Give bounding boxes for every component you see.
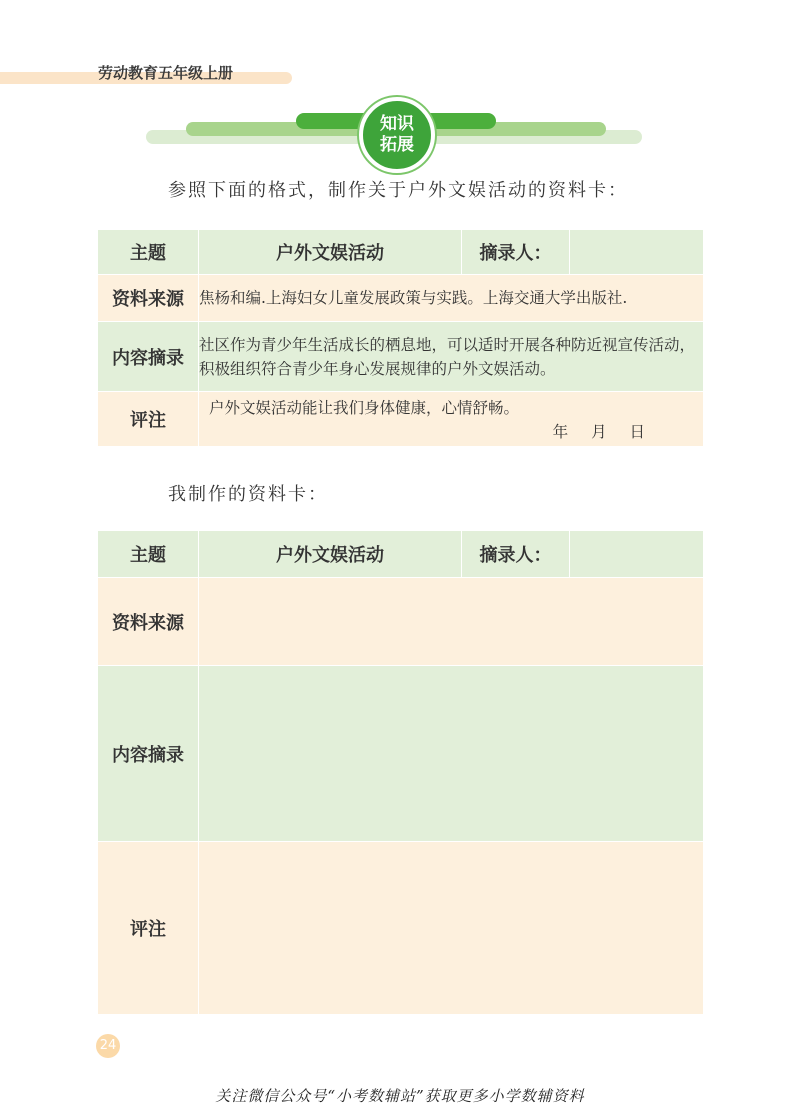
book-title: 劳动教育五年级上册 xyxy=(98,64,234,82)
topic-value: 户外文娱活动 xyxy=(199,230,462,275)
my-card-intro: 我制作的资料卡： xyxy=(168,484,328,505)
my-topic-value: 户外文娱活动 xyxy=(199,531,462,578)
knowledge-extension-badge xyxy=(359,97,435,173)
my-recorder-field[interactable] xyxy=(570,531,704,578)
example-excerpt-row xyxy=(98,322,704,392)
badge-line-1: 知识 xyxy=(380,114,414,134)
footer-note: 关注微信公众号“小考数辅站”获取更多小学数辅资料 xyxy=(215,1087,585,1105)
my-source-field[interactable] xyxy=(199,578,704,666)
my-header-row xyxy=(98,531,704,578)
my-excerpt-field[interactable] xyxy=(199,666,704,842)
instruction-text: 参照下面的格式，制作关于户外文娱活动的资料卡： xyxy=(168,180,628,201)
date-line: 年 月 日 xyxy=(552,423,645,441)
comment-label: 评注 xyxy=(98,392,199,447)
recorder-label: 摘录人： xyxy=(462,230,570,275)
example-comment-row xyxy=(98,392,704,447)
page-number: 24 xyxy=(96,1034,120,1058)
example-info-card xyxy=(97,229,704,447)
my-comment-field[interactable] xyxy=(199,842,704,1015)
my-source-row xyxy=(98,578,704,666)
my-comment-row xyxy=(98,842,704,1015)
source-label: 资料来源 xyxy=(98,275,199,322)
comment-value: 户外文娱活动能让我们身体健康，心情舒畅。 xyxy=(209,399,520,417)
example-source-row xyxy=(98,275,704,322)
my-source-label: 资料来源 xyxy=(98,578,199,666)
my-excerpt-label: 内容摘录 xyxy=(98,666,199,842)
my-recorder-label: 摘录人： xyxy=(462,531,570,578)
my-excerpt-row xyxy=(98,666,704,842)
recorder-value xyxy=(570,230,704,275)
excerpt-value: 社区作为青少年生活成长的栖息地，可以适时开展各种防近视宣传活动，积极组织符合青少年身心发展规律的户外文娱活动。 xyxy=(199,322,704,392)
excerpt-label: 内容摘录 xyxy=(98,322,199,392)
comment-cell xyxy=(199,392,704,447)
topic-label: 主题 xyxy=(98,230,199,275)
example-header-row xyxy=(98,230,704,275)
my-comment-label: 评注 xyxy=(98,842,199,1015)
badge-line-2: 拓展 xyxy=(380,135,414,155)
source-value: 焦杨和编.上海妇女儿童发展政策与实践。上海交通大学出版社. xyxy=(199,275,704,322)
my-topic-label: 主题 xyxy=(98,531,199,578)
my-info-card xyxy=(97,530,704,1015)
